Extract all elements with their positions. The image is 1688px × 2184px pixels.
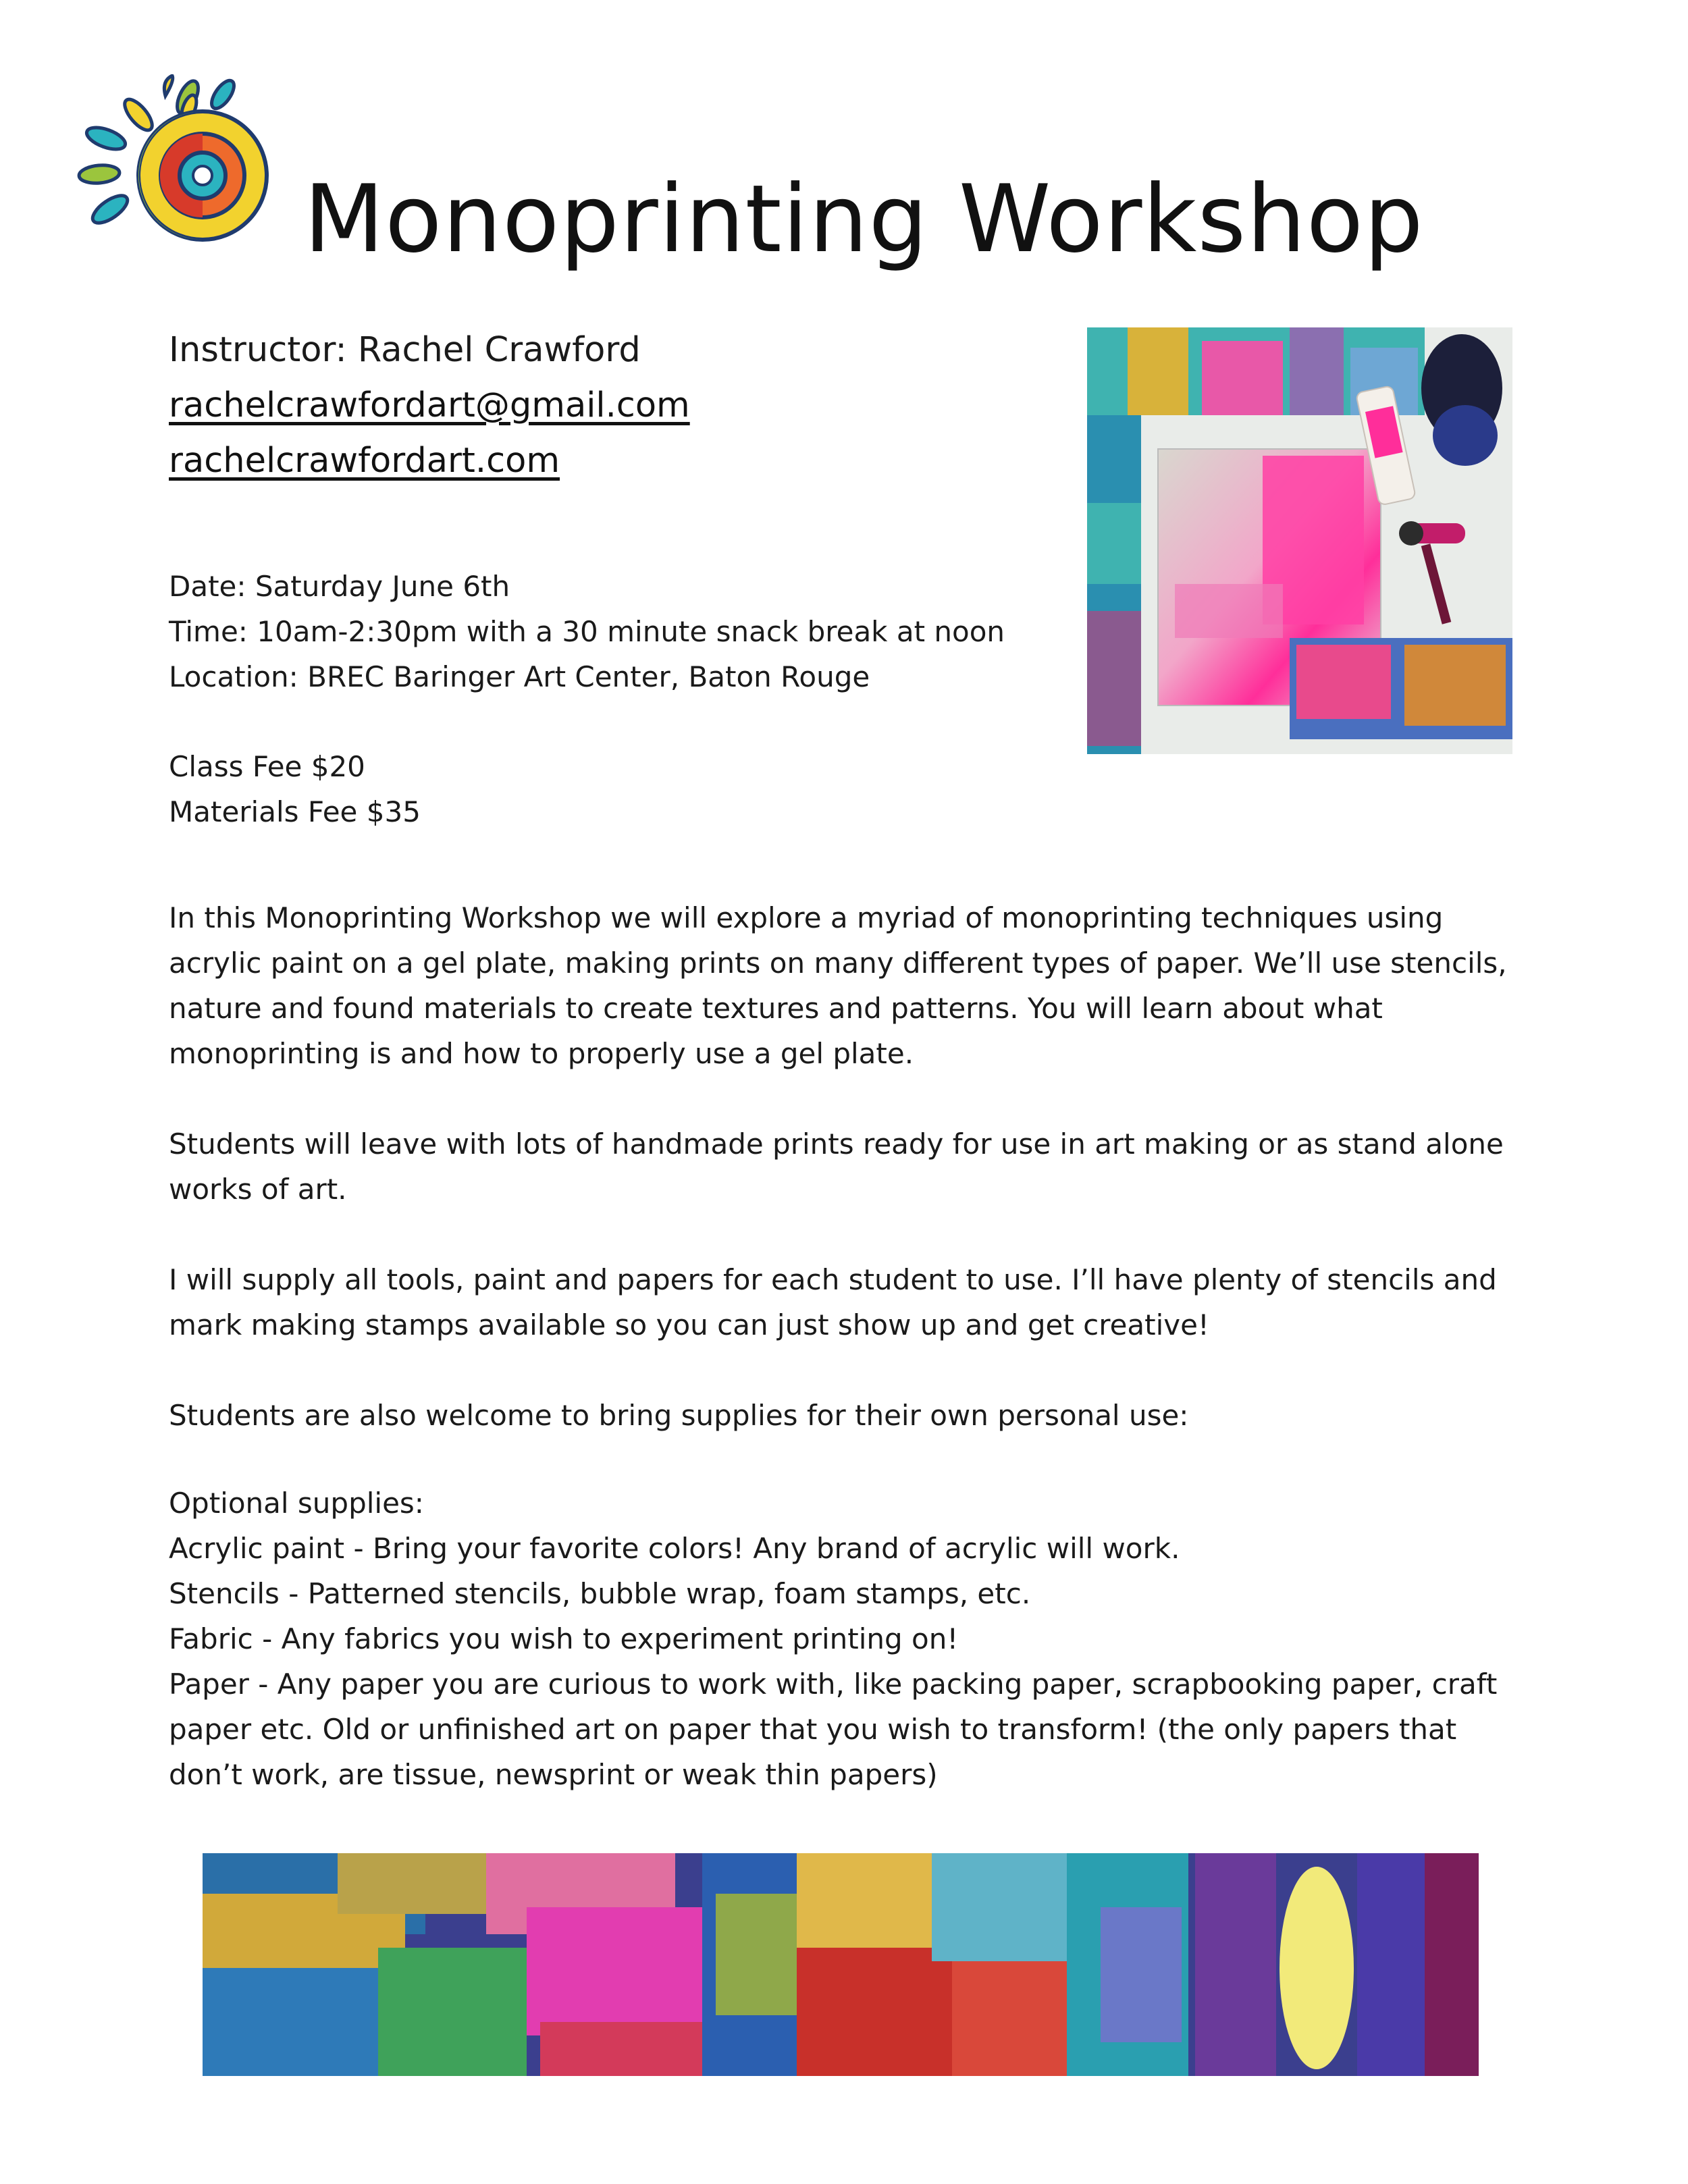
event-date: Date: Saturday June 6th <box>169 570 510 603</box>
logo <box>64 74 280 250</box>
event-location: Location: BREC Baringer Art Center, Baton Rouge <box>169 660 870 693</box>
event-time: Time: 10am-2:30pm with a 30 minute snack break at noon <box>169 615 1005 648</box>
supplies-heading: Optional supplies: <box>169 1487 424 1520</box>
materials-fee: Materials Fee $35 <box>169 795 421 828</box>
description <box>169 895 1526 1483</box>
paragraph: Students will leave with lots of handmade prints ready for use in art making or as stand alone works of art. <box>169 1127 1504 1206</box>
email-link[interactable]: rachelcrawfordart@gmail.com <box>169 385 690 425</box>
fees <box>169 744 421 834</box>
page-title: Monoprinting Workshop <box>304 165 1424 273</box>
monoprint-photo <box>1087 327 1512 754</box>
website-link[interactable]: rachelcrawfordart.com <box>169 441 560 481</box>
supply-item: Stencils - Patterned stencils, bubble wrap, foam stamps, etc. <box>169 1577 1031 1610</box>
supply-item: Acrylic paint - Bring your favorite colors! Any brand of acrylic will work. <box>169 1532 1180 1565</box>
event-details <box>169 564 1005 699</box>
contact-block <box>169 323 690 489</box>
paragraph: In this Monoprinting Workshop we will explore a myriad of monoprinting techniques using acrylic paint on a gel plate, making prints on many different types of paper. We’ll use stencils, nature and found materials to create textures and patterns. You will learn about what monoprinting is and how to properly use a gel plate. <box>169 901 1507 1070</box>
instructor-name: Instructor: Rachel Crawford <box>169 330 641 370</box>
class-fee: Class Fee $20 <box>169 750 365 783</box>
paragraph: Students are also welcome to bring supplies for their own personal use: <box>169 1399 1189 1432</box>
paragraph: I will supply all tools, paint and papers for each student to use. I’ll have plenty of stencils and mark making stamps available so you can just show up and get creative! <box>169 1263 1497 1341</box>
monoprint-banner <box>203 1853 1479 2076</box>
optional-supplies <box>169 1481 1526 1797</box>
supply-item: Paper - Any paper you are curious to work with, like packing paper, scrapbooking paper, craft paper etc. Old or unfinished art on paper that you wish to transform! (the only papers that don’t work, are tissue, newsprint or weak thin papers) <box>169 1668 1498 1791</box>
supply-item: Fabric - Any fabrics you wish to experiment printing on! <box>169 1622 959 1655</box>
